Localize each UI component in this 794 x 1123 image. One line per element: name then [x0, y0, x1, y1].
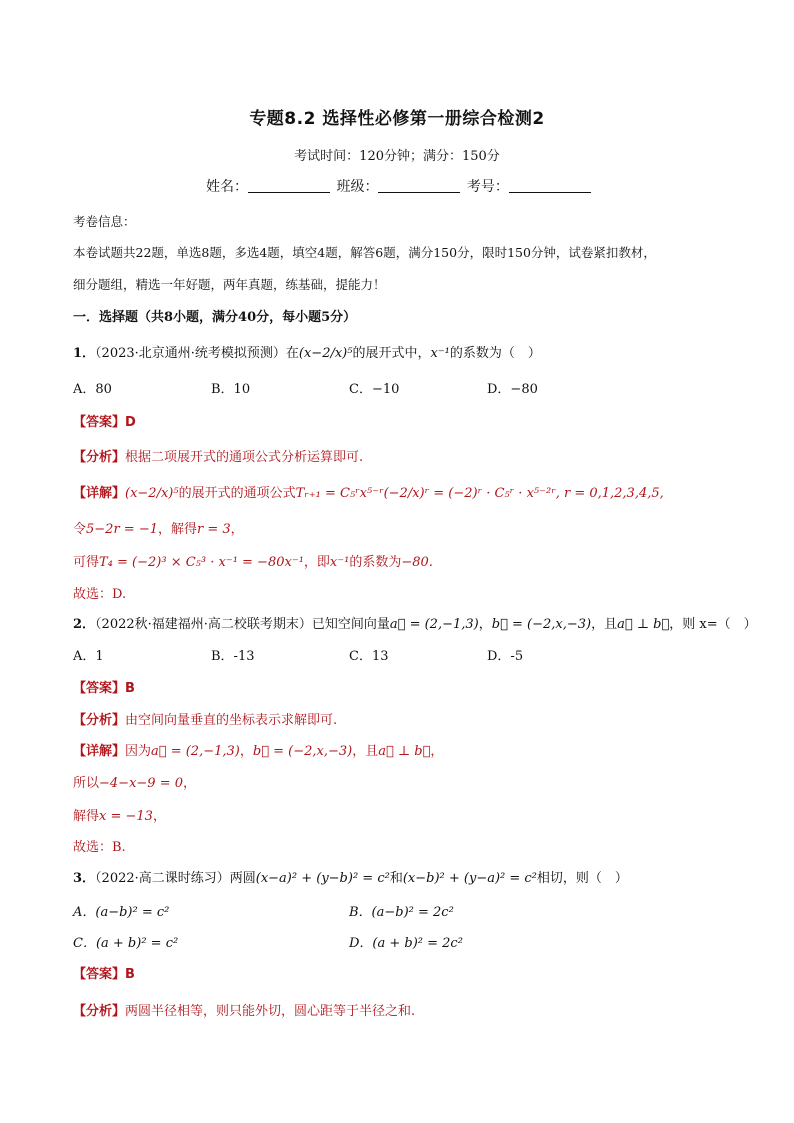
q1-detail3-result: −80 — [401, 555, 429, 570]
name-blank[interactable] — [248, 178, 330, 193]
question-1 — [73, 342, 541, 361]
class-blank[interactable] — [378, 178, 460, 193]
q3-text-pre: （2022·高二课时练习）两圆 — [95, 871, 256, 886]
q1-expression: (x−2/x)⁵ — [298, 346, 353, 361]
q2-detail2-pre: 所以 — [73, 776, 100, 791]
analysis-label: 【分析】 — [73, 713, 126, 728]
q2-detail3-pre: 解得 — [73, 809, 100, 824]
q1-option-c[interactable]: C．−10 — [349, 382, 400, 397]
q2-detail1-sep: ， — [239, 744, 253, 759]
q2-detail1-perp: a⃗ ⊥ b⃗ — [378, 744, 431, 759]
q1-option-d[interactable]: D．−80 — [487, 382, 538, 397]
q2-text-end: ，则 x=（ ） — [669, 617, 757, 632]
q2-detail2-end: ， — [183, 776, 197, 791]
q1-target-term: x⁻¹ — [430, 346, 450, 361]
q1-detail-line-2 — [73, 518, 244, 537]
number-blank[interactable] — [509, 178, 591, 193]
q2-detail1-pre: 因为 — [125, 744, 152, 759]
q2-detail1-mid: ，且 — [352, 744, 379, 759]
page-title: 专题8.2 选择性必修第一册综合检测2 — [249, 109, 545, 129]
q2-sep: ， — [478, 617, 492, 632]
q3-text-end: 相切，则（ ） — [536, 871, 628, 886]
q1-text-end: 的系数为（ ） — [449, 346, 541, 361]
q2-detail-line-1 — [73, 740, 443, 759]
q1-detail3-mid: ，即 — [303, 555, 330, 570]
exam-info: 考试时间：120分钟；满分：150分 — [294, 149, 500, 164]
q3-text-mid: 和 — [389, 871, 403, 886]
q2-detail1-b: b⃗ = (−2,x,−3) — [252, 744, 353, 759]
analysis-label: 【分析】 — [73, 1004, 126, 1019]
q2-text-mid: ，且 — [591, 617, 618, 632]
q1-detail3-pre: 可得 — [73, 555, 100, 570]
q1-detail2-expr: 5−2r = −1 — [86, 522, 158, 537]
q2-detail2-expr: −4−x−9 = 0 — [99, 776, 183, 791]
q2-detail1-a: a⃗ = (2,−1,3) — [151, 744, 240, 759]
class-label: 班级： — [336, 179, 379, 195]
q2-number: 2． — [73, 617, 96, 632]
q1-detail2-mid: ，解得 — [158, 522, 198, 537]
q3-answer-value: B — [125, 967, 135, 982]
q2-answer — [73, 677, 135, 696]
q1-choose: 故选：D. — [73, 587, 127, 602]
q2-option-d[interactable]: D．-5 — [487, 649, 524, 664]
q2-detail1-end: ， — [430, 744, 444, 759]
q1-detail2-pre: 令 — [73, 522, 87, 537]
intro-line-2: 细分题组，精选一年好题，两年真题，练基础，提能力！ — [73, 277, 386, 292]
q1-detail3-expr: T₄ = (−2)³ × C₅³ · x⁻¹ = −80x⁻¹ — [99, 555, 304, 570]
q1-detail2-end: ， — [230, 522, 244, 537]
intro-line-1: 本卷试题共22题，单选8题，多选4题，填空4题，解答6题，满分150分，限时150分钟，试卷紧扣教材， — [73, 245, 656, 260]
q2-choose: 故选：B. — [73, 840, 126, 855]
q1-detail-line-1 — [73, 482, 664, 501]
q3-option-d[interactable]: D．(a + b)² = 2c² — [349, 936, 463, 951]
answer-label: 【答案】 — [73, 681, 126, 696]
q1-option-a[interactable]: A．80 — [73, 382, 112, 397]
analysis-label: 【分析】 — [73, 450, 126, 465]
q2-perp: a⃗ ⊥ b⃗ — [617, 617, 670, 632]
student-info-bar — [206, 176, 593, 196]
q2-analysis-text: 由空间向量垂直的坐标表示求解即可. — [125, 713, 338, 728]
name-label: 姓名： — [206, 179, 248, 195]
q1-source: （2023·北京通州·统考模拟预测）在 — [95, 346, 299, 361]
q1-analysis-text: 根据二项展开式的通项公式分析运算即可. — [125, 450, 364, 465]
q2-analysis — [73, 709, 337, 728]
q1-detail3-end: . — [428, 555, 433, 570]
q1-detail-line-3 — [73, 551, 433, 570]
q3-circle-1: (x−a)² + (y−b)² = c² — [255, 871, 390, 886]
q2-detail-line-3 — [73, 805, 166, 824]
q1-answer-value: D — [125, 415, 136, 430]
detail-label: 【详解】 — [73, 744, 126, 759]
q1-detail3-target: x⁻¹ — [329, 555, 350, 570]
q1-detail-expression: (x−2/x)⁵ — [125, 486, 179, 501]
q2-option-a[interactable]: A．1 — [73, 649, 104, 664]
q1-answer — [73, 411, 136, 430]
q1-detail2-result: r = 3 — [197, 522, 231, 537]
answer-label: 【答案】 — [73, 415, 126, 430]
detail-label: 【详解】 — [73, 486, 126, 501]
q2-text-pre: （2022秋·福建福州·高二校联考期末）已知空间向量 — [95, 617, 390, 632]
q2-option-c[interactable]: C．13 — [349, 649, 389, 664]
q3-analysis — [73, 1000, 415, 1019]
q1-number: 1． — [73, 346, 96, 361]
q3-option-c[interactable]: C．(a + b)² = c² — [73, 936, 179, 951]
q2-vector-b: b⃗ = (−2,x,−3) — [491, 617, 592, 632]
q3-analysis-text: 两圆半径相等，则只能外切，圆心距等于半径之和. — [125, 1004, 416, 1019]
q3-circle-2: (x−b)² + (y−a)² = c² — [402, 871, 537, 886]
q3-option-a[interactable]: A．(a−b)² = c² — [73, 905, 170, 920]
q2-detail-line-2 — [73, 772, 196, 791]
q1-detail-formula: Tᵣ₊₁ = C₅ʳx⁵⁻ʳ(−2/x)ʳ = (−2)ʳ · C₅ʳ · x⁵⁻²ʳ, r = 0,1,2,3,4,5, — [295, 486, 664, 501]
q1-text-mid: 的展开式中， — [352, 346, 431, 361]
intro-heading: 考卷信息： — [73, 214, 136, 229]
q3-option-b[interactable]: B．(a−b)² = 2c² — [349, 905, 454, 920]
q2-option-b[interactable]: B．-13 — [211, 649, 255, 664]
q1-detail3-mid2: 的系数为 — [349, 555, 402, 570]
q3-answer — [73, 963, 135, 982]
q2-vector-a: a⃗ = (2,−1,3) — [389, 617, 479, 632]
answer-label: 【答案】 — [73, 967, 126, 982]
q1-detail-text: 的展开式的通项公式 — [178, 486, 296, 501]
q3-number: 3． — [73, 871, 96, 886]
question-2 — [73, 613, 757, 632]
q2-detail3-end: ， — [152, 809, 166, 824]
number-label: 考号： — [466, 179, 509, 195]
q1-analysis — [73, 446, 363, 465]
q2-detail3-expr: x = −13 — [99, 809, 153, 824]
section-heading: 一．选择题（共8小题，满分40分，每小题5分） — [73, 310, 357, 325]
question-3 — [73, 867, 628, 886]
q1-option-b[interactable]: B．10 — [211, 382, 251, 397]
q2-answer-value: B — [125, 681, 135, 696]
